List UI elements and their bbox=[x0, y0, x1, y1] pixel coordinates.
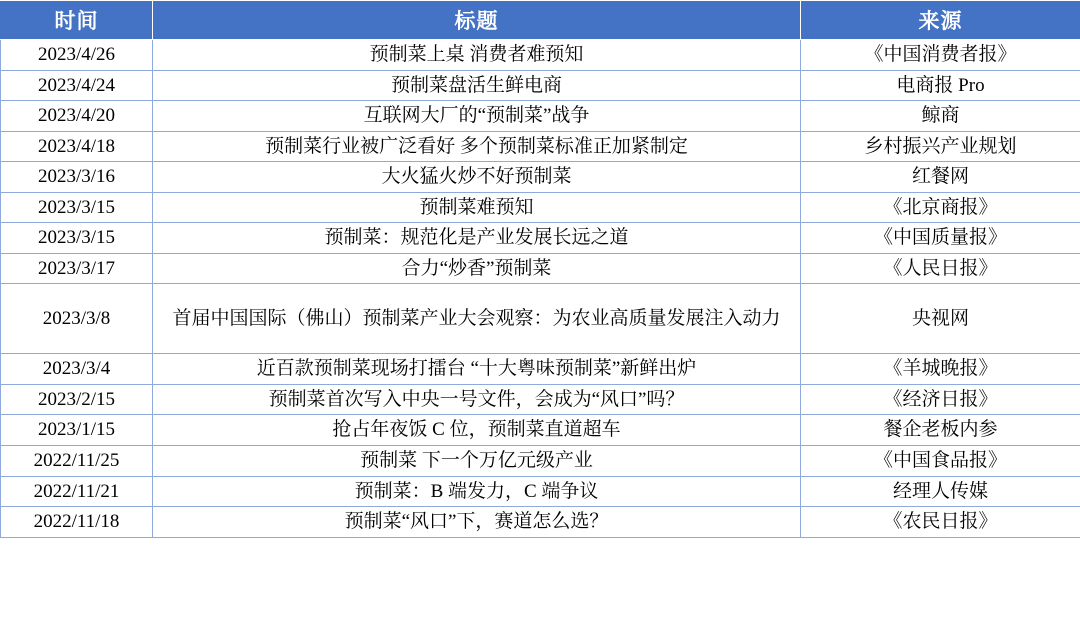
cell-source: 电商报 Pro bbox=[801, 70, 1080, 101]
cell-source: 乡村振兴产业规划 bbox=[801, 131, 1080, 162]
column-header-title: 标题 bbox=[153, 1, 801, 40]
table-row bbox=[1, 253, 1080, 284]
cell-title: 互联网大厂的“预制菜”战争 bbox=[153, 101, 801, 132]
table-row bbox=[1, 40, 1080, 71]
column-header-date: 时间 bbox=[1, 1, 153, 40]
cell-title: 近百款预制菜现场打擂台 “十大粤味预制菜”新鲜出炉 bbox=[153, 354, 801, 385]
table-row bbox=[1, 101, 1080, 132]
cell-date: 2023/4/24 bbox=[1, 70, 153, 101]
table-header-row bbox=[1, 1, 1080, 40]
table-header bbox=[1, 1, 1080, 40]
cell-title: 预制菜首次写入中央一号文件，会成为“风口”吗？ bbox=[153, 384, 801, 415]
table-row bbox=[1, 507, 1080, 538]
cell-title: 预制菜上桌 消费者难预知 bbox=[153, 40, 801, 71]
cell-date: 2023/3/15 bbox=[1, 223, 153, 254]
cell-date: 2023/4/20 bbox=[1, 101, 153, 132]
cell-date: 2022/11/25 bbox=[1, 446, 153, 477]
cell-source: 央视网 bbox=[801, 284, 1080, 354]
cell-date: 2023/3/15 bbox=[1, 192, 153, 223]
table-row bbox=[1, 192, 1080, 223]
cell-source: 餐企老板内参 bbox=[801, 415, 1080, 446]
table-body bbox=[1, 40, 1080, 538]
table-row bbox=[1, 476, 1080, 507]
table-row bbox=[1, 384, 1080, 415]
cell-source: 经理人传媒 bbox=[801, 476, 1080, 507]
cell-source: 《中国质量报》 bbox=[801, 223, 1080, 254]
cell-date: 2023/2/15 bbox=[1, 384, 153, 415]
table-row bbox=[1, 162, 1080, 193]
cell-title: 合力“炒香”预制菜 bbox=[153, 253, 801, 284]
cell-source: 《经济日报》 bbox=[801, 384, 1080, 415]
cell-title: 预制菜：规范化是产业发展长远之道 bbox=[153, 223, 801, 254]
column-header-source: 来源 bbox=[801, 1, 1080, 40]
table-row bbox=[1, 284, 1080, 354]
cell-date: 2023/3/16 bbox=[1, 162, 153, 193]
cell-source: 《农民日报》 bbox=[801, 507, 1080, 538]
cell-title: 抢占年夜饭 C 位，预制菜直道超车 bbox=[153, 415, 801, 446]
cell-source: 红餐网 bbox=[801, 162, 1080, 193]
cell-title: 预制菜盘活生鲜电商 bbox=[153, 70, 801, 101]
cell-date: 2023/3/8 bbox=[1, 284, 153, 354]
cell-date: 2023/3/17 bbox=[1, 253, 153, 284]
cell-title: 预制菜行业被广泛看好 多个预制菜标准正加紧制定 bbox=[153, 131, 801, 162]
cell-title: 预制菜 下一个万亿元级产业 bbox=[153, 446, 801, 477]
cell-date: 2022/11/18 bbox=[1, 507, 153, 538]
table-row bbox=[1, 70, 1080, 101]
table-row bbox=[1, 223, 1080, 254]
cell-date: 2023/4/18 bbox=[1, 131, 153, 162]
table-row bbox=[1, 354, 1080, 385]
cell-source: 鲸商 bbox=[801, 101, 1080, 132]
cell-date: 2023/4/26 bbox=[1, 40, 153, 71]
cell-source: 《中国食品报》 bbox=[801, 446, 1080, 477]
cell-date: 2023/1/15 bbox=[1, 415, 153, 446]
cell-source: 《中国消费者报》 bbox=[801, 40, 1080, 71]
cell-date: 2023/3/4 bbox=[1, 354, 153, 385]
cell-title: 预制菜“风口”下，赛道怎么选？ bbox=[153, 507, 801, 538]
table-row bbox=[1, 415, 1080, 446]
cell-date: 2022/11/21 bbox=[1, 476, 153, 507]
cell-title: 预制菜难预知 bbox=[153, 192, 801, 223]
cell-title: 预制菜：B 端发力，C 端争议 bbox=[153, 476, 801, 507]
cell-source: 《人民日报》 bbox=[801, 253, 1080, 284]
cell-title: 大火猛火炒不好预制菜 bbox=[153, 162, 801, 193]
cell-source: 《北京商报》 bbox=[801, 192, 1080, 223]
table-row bbox=[1, 131, 1080, 162]
table-row bbox=[1, 446, 1080, 477]
cell-source: 《羊城晚报》 bbox=[801, 354, 1080, 385]
cell-title: 首届中国国际（佛山）预制菜产业大会观察：为农业高质量发展注入动力 bbox=[153, 284, 801, 354]
